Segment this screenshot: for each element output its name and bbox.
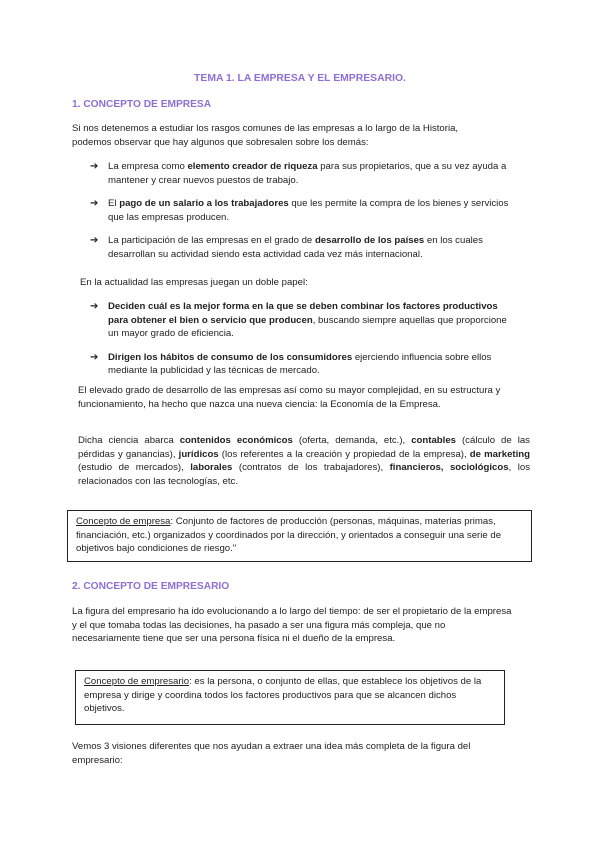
page-title: TEMA 1. LA EMPRESA Y EL EMPRESARIO. — [194, 73, 406, 84]
section-1-heading: 1. CONCEPTO DE EMPRESA — [72, 99, 212, 110]
empresario-definition-box — [75, 670, 505, 725]
list-item: ➔ La participación de las empresas en el grado de desarrollo de los países en los cuales desarrollan su actividad siendo esta actividad cada vez más internacional. — [90, 235, 483, 260]
double-role-list — [90, 300, 510, 388]
double-role-intro: En la actualidad las empresas juegan un doble papel: — [80, 277, 308, 288]
complexity-paragraph: El elevado grado de desarrollo de las empresas así como su mayor complejidad, en su estructura y funcionamiento, ha hecho que nazca una nueva ciencia: la Economía de la Empresa. — [78, 385, 501, 410]
definition-label: Concepto de empresa — [76, 516, 171, 527]
list-item: ➔ La empresa como elemento creador de riqueza para sus propietarios, que a su vez ayuda a mantener y crear nuevos puestos de trabajo. — [90, 161, 507, 186]
list-item: ➔ El pago de un salario a los trabajadores que les permite la compra de los bienes y servicios que las empresas producen. — [90, 198, 509, 223]
features-list — [90, 160, 510, 272]
empresa-definition-box — [67, 510, 532, 562]
section-2-intro: La figura del empresario ha ido evolucionando a lo largo del tiempo: de ser el propietario de la empresa y el que tomaba todas las decisiones, ha pasado a ser una figura más compleja, que no necesariamente tiene que ser una persona física ni el dueño de la empresa. — [72, 606, 512, 645]
list-item: ➔ Dirigen los hábitos de consumo de los consumidores ejerciendo influencia sobre ellos mediante la publicidad y las técnicas de mercado. — [90, 351, 492, 377]
arrow-right-icon: ➔ — [90, 198, 99, 210]
definition-text: : es la persona, o conjunto de ellas, que establece los objetivos de la empresa y dirige y coordina todos los factores productivos para que se alcancen dichos objetivos. — [84, 676, 482, 715]
science-paragraph: Dicha ciencia abarca contenidos económicos (oferta, demanda, etc.), contables (cálculo de las pérdidas y ganancias), jurídicos (los referentes a la creación y propiedad de la empresa), de marketing (estudio de mercados), laborales (contratos de los trabajadores), financieros, sociológicos, los relacionados con las tecnologías, etc. — [78, 435, 531, 487]
arrow-right-icon: ➔ — [90, 351, 99, 363]
arrow-right-icon: ➔ — [90, 235, 99, 247]
visions-paragraph: Vemos 3 visiones diferentes que nos ayudan a extraer una idea más completa de la figura del empresario: — [72, 741, 471, 766]
list-item: ➔ Deciden cuál es la mejor forma en la que se deben combinar los factores productivos para obtener el bien o servicio que producen, buscando siempre aquellas que proporcione un mayor grado de eficiencia. — [90, 301, 507, 340]
section-1-intro: Si nos detenemos a estudiar los rasgos comunes de las empresas a lo largo de la Historia, podemos observar que hay algunos que sobresalen sobre los demás: — [72, 123, 459, 148]
section-2-heading: 2. CONCEPTO DE EMPRESARIO — [72, 581, 230, 592]
arrow-right-icon: ➔ — [90, 301, 99, 312]
arrow-right-icon: ➔ — [90, 161, 99, 172]
definition-text: : Conjunto de factores de producción (personas, máquinas, materias primas, financiación, etc.) organizados y coordinados por la dirección, y orientados a conseguir una serie de objetivos bajo condiciones de riesgo." — [76, 516, 502, 555]
definition-label: Concepto de empresario — [84, 676, 190, 687]
